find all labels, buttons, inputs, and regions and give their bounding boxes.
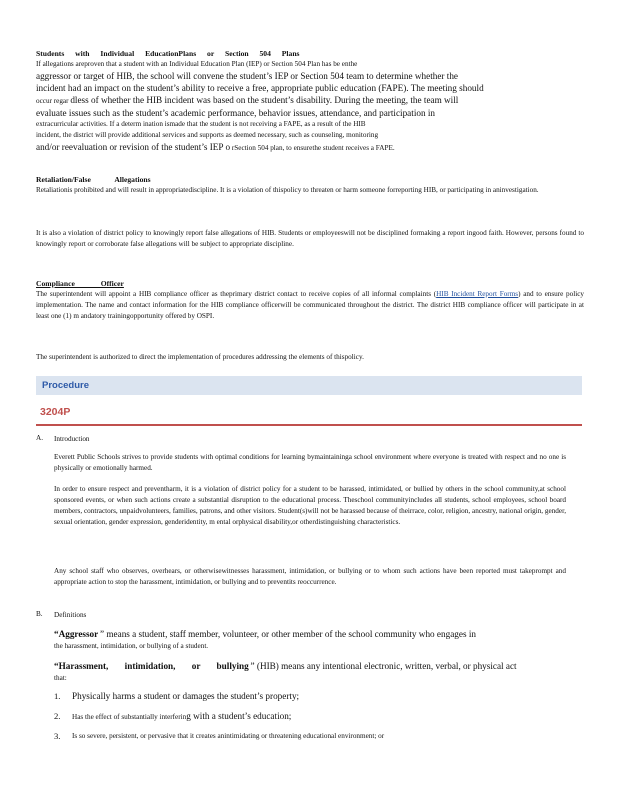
iep-504-line	[36, 94, 584, 107]
retaliation-heading: Retaliation/False Allegations	[36, 175, 151, 184]
section-a-title: Introduction	[54, 435, 90, 443]
retaliation-section	[36, 174, 584, 196]
introduction-paragraph-1: Everett Public Schools strives to provide students with optimal conditions for learning bymaintaininga school environment where everyone is treated with respect and no one is physically or emotionally harmed.	[54, 453, 566, 472]
compliance-section	[36, 278, 584, 322]
hib-definition-cont: that:	[54, 674, 67, 682]
definition-list-item: Is so severe, persistent, or pervasive that it creates anintimidating or threatening educational environment; or	[72, 732, 385, 740]
aggressor-definition-cont: the harassment, intimidation, or bullying of a student.	[54, 642, 209, 650]
list-number: 1.	[54, 691, 61, 701]
iep-504-line: extracurricular activities. If a determ ination ismade that the student is not receiving a FAPE, as a result of the HIB	[36, 120, 366, 128]
iep-504-line: aggressor or target of HIB, the school will convene the student’s IEP or Section 504 team to determine whether the	[36, 71, 459, 81]
section-b-letter: B.	[36, 610, 43, 618]
compliance-paragraph	[36, 289, 584, 322]
false-allegation-paragraph: It is also a violation of district policy to knowingly report false allegations of HIB. Students or employeeswill not be disciplined formaking a report ingood faith. However, persons found to knowingly report or corroborate false allegations will be subject to appropriate discipline.	[36, 229, 584, 248]
compliance-text: The superintendent will appoint a HIB compliance officer as theprimary district contact to receive copies of all informal complaints (	[36, 290, 437, 298]
procedure-code: 3204P	[40, 406, 71, 418]
iep-504-line: incident had an impact on the student’s ability to receive a free, appropriate public education (FAPE). The meeting should	[36, 83, 484, 93]
iep-504-fragment: rSection 504 plan, to ensurethe student receives a FAPE.	[231, 144, 395, 152]
introduction-paragraph-2: In order to ensure respect and preventharm, it is a violation of district policy for a student to be harassed, intimidated, or bullied by others in the school community,at school sponsored events, or when such actions create a substantial disruption to the educational process. Theschool communityincludes all students, school employees, school board members, contractors, unpaidvolunteers, families, patrons, and other visitors. Student(s)will not be harassed because of theirrace, color, religion, ancestry, national origin, gender, sexual orientation, gender expression, genderidentity, m ental orphysical disability,or otherdistinguishing characteristics.	[54, 485, 566, 526]
compliance-heading: Compliance Officer	[36, 279, 124, 288]
false-allegation-paragraph-wrap	[36, 228, 584, 250]
superintendent-paragraph-wrap	[36, 352, 584, 363]
iep-504-fragment: dless of whether the HIB incident was based on the student’s disability. During the meeting, the team will	[70, 95, 459, 105]
iep-504-fragment: occur regar	[36, 97, 69, 105]
iep-504-heading: Students with Individual EducationPlans or Section 504 Plans	[36, 49, 300, 58]
list-item-fragment: Has the effect of substantially interferin	[72, 713, 187, 721]
retaliation-paragraph: Retaliationis prohibited and will result in appropriatediscipline. It is a violation of thispolicy to threaten or harm someone forreporting HIB, or participating in aninvestigation.	[36, 186, 539, 194]
list-number: 2.	[54, 711, 61, 721]
aggressor-definition	[54, 628, 566, 652]
iep-504-line: incident, the district will provide additional services and supports as deemed necessary, such as counseling, monitoring	[36, 131, 379, 139]
introduction-paragraph-3: Any school staff who observes, overhears, or otherwisewitnesses harassment, intimidation, or bullying or to whom such actions have been reported must takeprompt and appropriate action to stop the harassment, intimidation, or bullying and to preventits reoccurrence.	[54, 567, 566, 586]
section-a-letter: A.	[36, 434, 43, 442]
section-b-title: Definitions	[54, 611, 87, 619]
hib-incident-report-forms-link[interactable]: HIB Incident Report Forms	[436, 290, 519, 298]
aggressor-term: “Aggressor	[54, 629, 99, 639]
list-number: 3.	[54, 731, 61, 741]
iep-504-line	[36, 141, 584, 154]
iep-504-fragment: and/or reevaluation or revision of the student’s IEP o	[36, 142, 231, 152]
aggressor-definition-text: ” means a student, staff member, volunteer, or other member of the school community who engages in	[100, 629, 476, 639]
iep-504-line: If allegations areproven that a student with an Individual Education Plan (IEP) or Section 504 Plan has be enthe	[36, 60, 358, 68]
procedure-divider	[36, 424, 582, 426]
list-item-fragment: g with a student’s education;	[186, 711, 292, 721]
procedure-band: Procedure	[36, 376, 582, 395]
superintendent-paragraph: The superintendent is authorized to direct the implementation of procedures addressing the elements of thispolicy.	[36, 353, 364, 361]
definition-list-item: Physically harms a student or damages the student’s property;	[72, 691, 300, 701]
iep-504-section	[36, 48, 584, 154]
hib-definition	[54, 660, 566, 684]
hib-term: “Harassment, intimidation, or bullying	[54, 661, 249, 671]
compliance-text: ) and to ensure policy implementation. The name and contact information for the HIB compliance officerwill be communicated throughout the district. The district HIB compliance officer will participate in at least one (1) m andatory trainingopportunity offered by OSPI.	[36, 290, 584, 320]
hib-definition-text: ” (HIB) means any intentional electronic, written, verbal, or physical act	[250, 661, 517, 671]
iep-504-line: evaluate issues such as the student’s academic performance, behavior issues, attendance, and participation in	[36, 108, 436, 118]
definition-list-item	[72, 710, 566, 723]
